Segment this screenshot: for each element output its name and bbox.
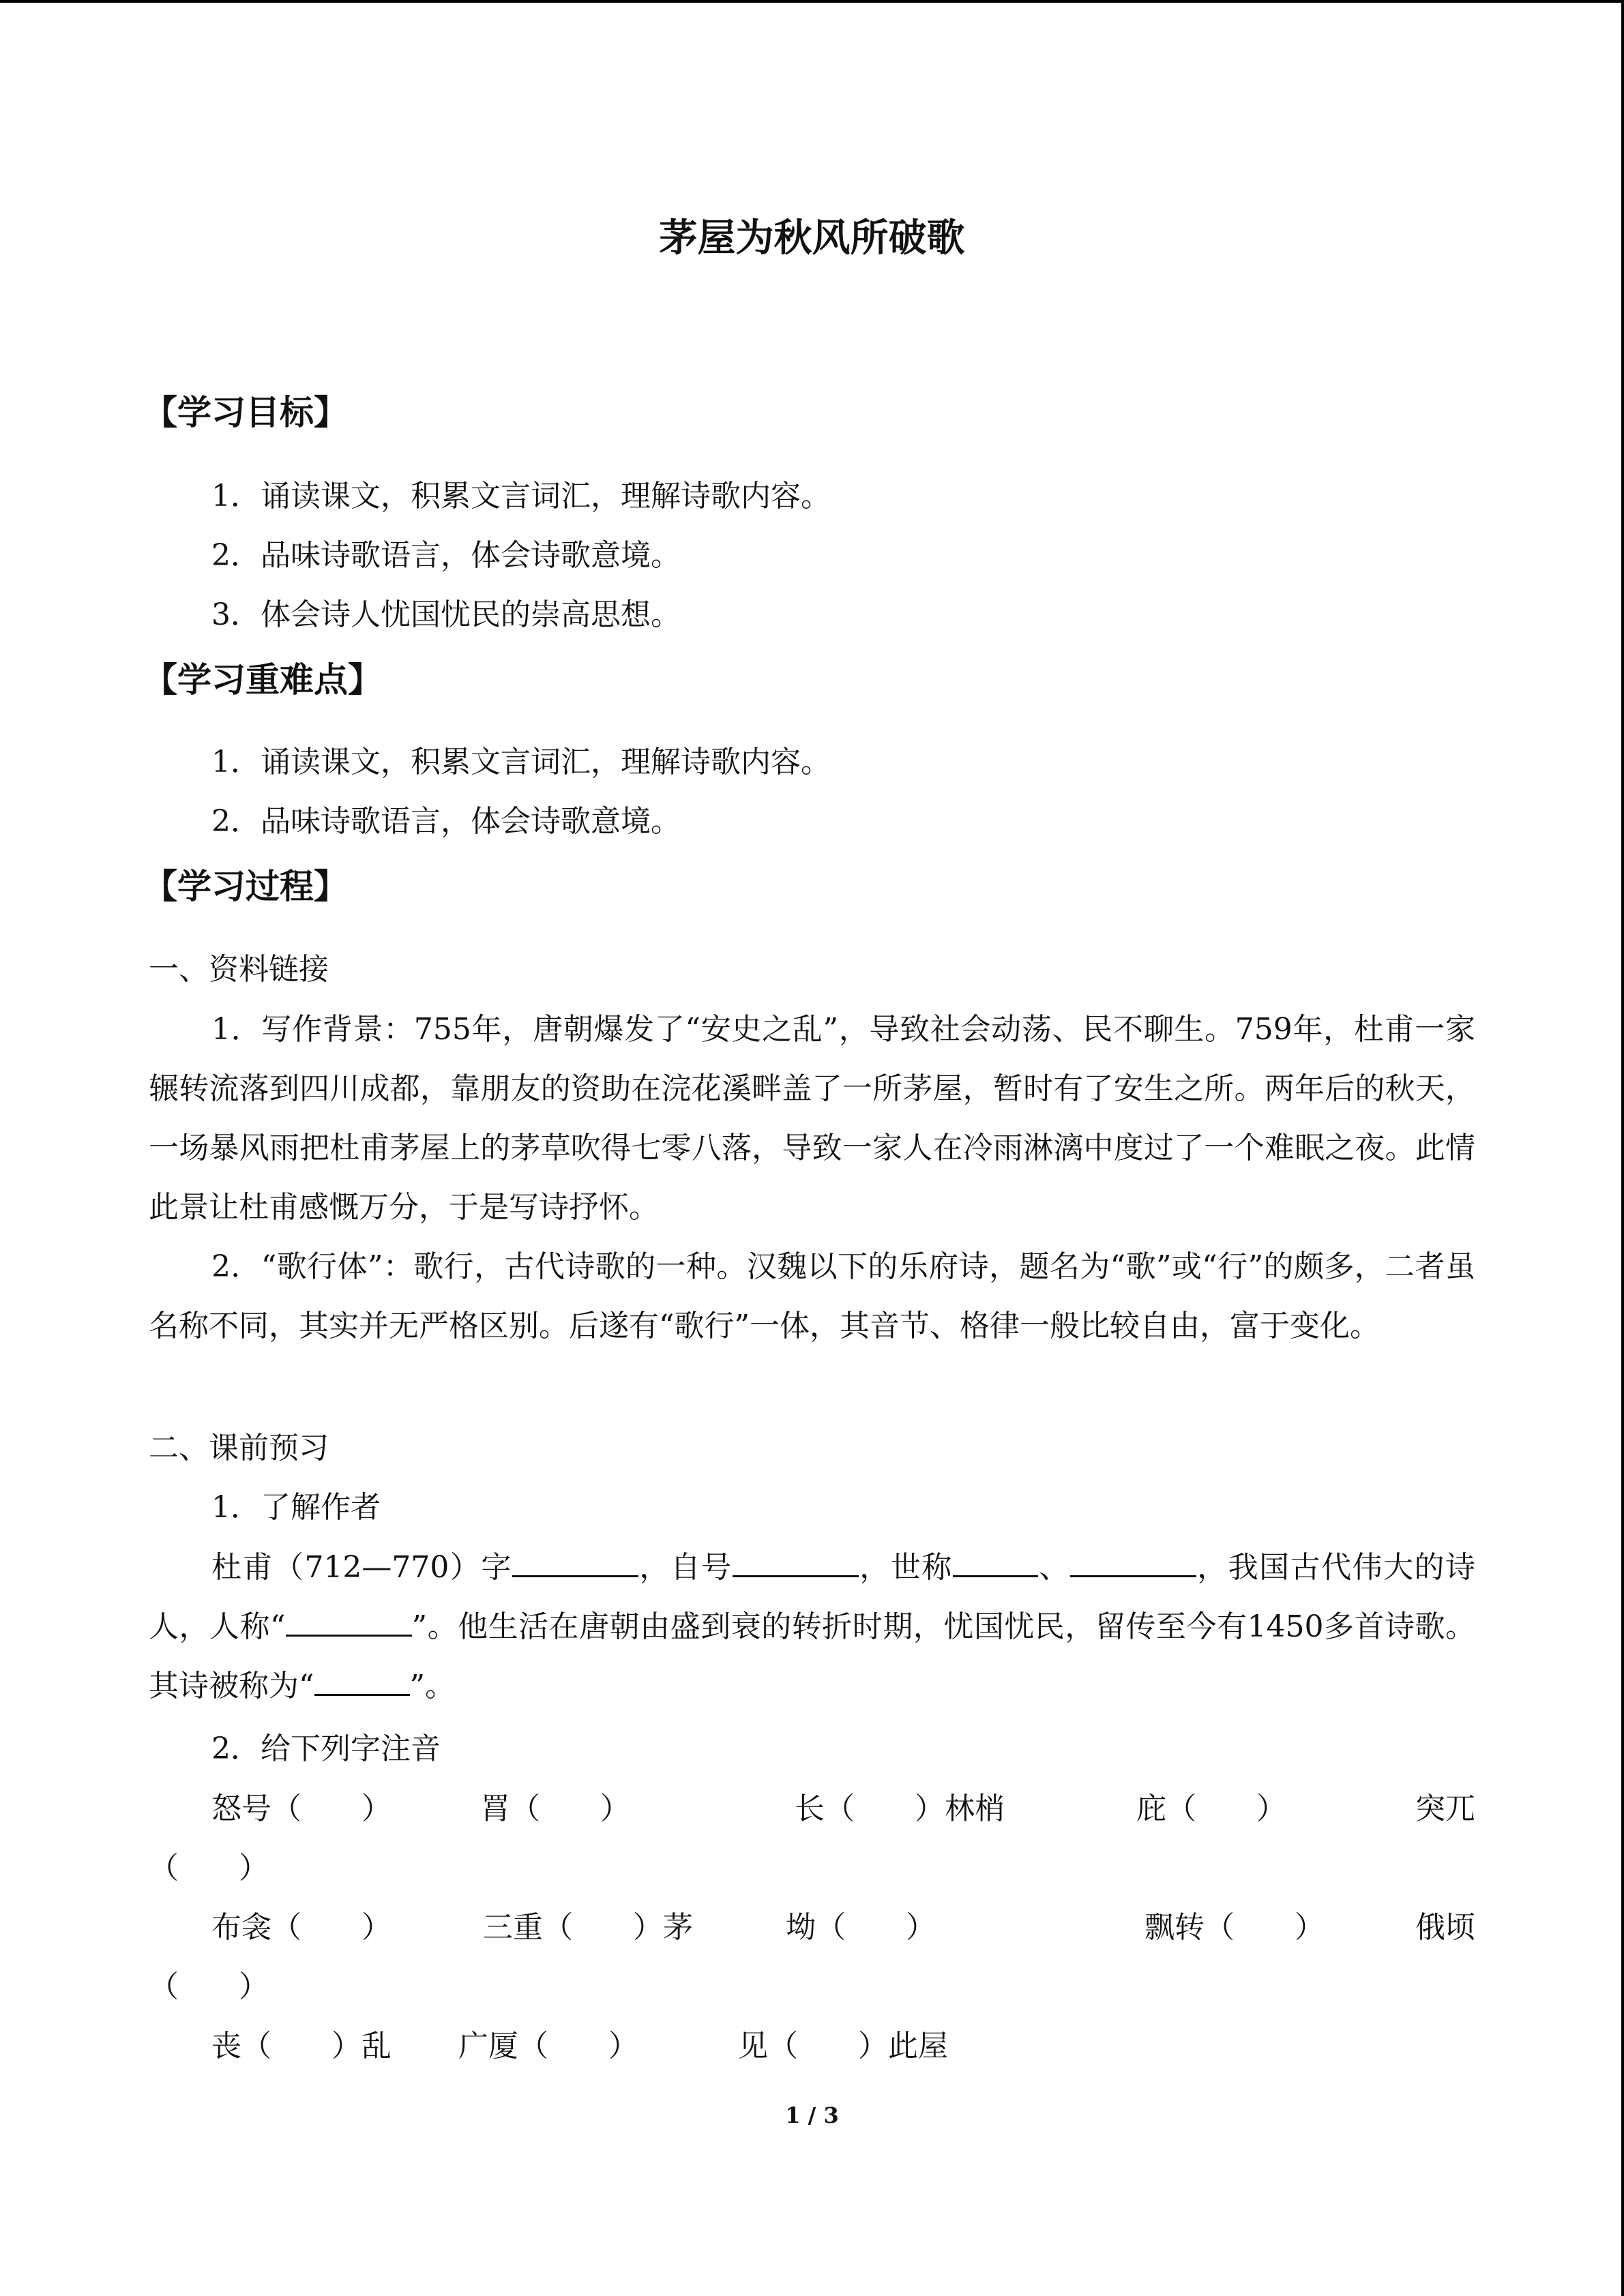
pinyin-item: 俄顷 <box>1415 1910 1475 1945</box>
author-subheading: 1．了解作者 <box>211 1490 381 1525</box>
pinyin-item: 飘转（ ） <box>1145 1910 1325 1945</box>
author-fill-paragraph: 杜甫（712—770）字 ，自号 ，世称 、 ，我国古代伟大的诗人，人称“ ”。他生活在唐朝由盛到衰的转折时期，忧国忧民，留传至今有1450多首诗歌。其诗被称为“ ”。 <box>149 1538 1475 1716</box>
goal-item: 3．体会诗人忧国忧民的崇高思想。 <box>211 597 681 632</box>
pinyin-item: 怒号（ ） <box>211 1791 392 1826</box>
page-top-border <box>0 0 1624 3</box>
pinyin-row <box>149 1779 1475 1838</box>
pinyin-item: 广厦（ ） <box>458 2029 638 2063</box>
goal-item: 2．品味诗歌语言，体会诗歌意境。 <box>211 538 681 573</box>
blank-courtesy-name[interactable] <box>512 1545 638 1577</box>
page-right-border <box>1621 0 1624 2296</box>
pinyin-item: 见（ ）此屋 <box>738 2029 948 2063</box>
background-paragraph: 1．写作背景：755年，唐朝爆发了“安史之乱”，导致社会动荡、民不聊生。759年，杜甫一家辗转流落到四川成都，靠朋友的资助在浣花溪畔盖了一所茅屋，暂时有了安生之所。两年后的秋天，一场暴风雨把杜甫茅屋上的茅草吹得七零八落，导致一家人在冷雨淋漓中度过了一个难眠之夜。此情此景让杜甫感慨万分，于是写诗抒怀。 <box>149 1012 1475 1225</box>
pinyin-item: 突兀 <box>1415 1791 1475 1826</box>
blank-poetry-title[interactable] <box>314 1664 410 1696</box>
part-title-preview: 二、课前预习 <box>149 1431 329 1465</box>
blank-style-name[interactable] <box>733 1545 859 1577</box>
gexingti-paragraph: 2．“歌行体”：歌行，古代诗歌的一种。汉魏以下的乐府诗，题名为“歌”或“行”的颇多，二者虽名称不同，其实并无严格区别。后遂有“歌行”一体，其音节、格律一般比较自由，富于变化。 <box>149 1249 1475 1343</box>
blank-known-as-1[interactable] <box>953 1545 1038 1577</box>
pinyin-item: 罥（ ） <box>480 1791 630 1826</box>
pinyin-item: 庇（ ） <box>1136 1791 1286 1826</box>
section-heading-key-points: 【学习重难点】 <box>143 660 382 700</box>
pinyin-item: 三重（ ）茅 <box>483 1910 693 1945</box>
section-heading-goals: 【学习目标】 <box>143 393 348 432</box>
pinyin-subheading: 2．给下列字注音 <box>211 1731 441 1766</box>
pinyin-row <box>149 1898 1475 1957</box>
pinyin-row-wrap <box>149 1838 1475 1898</box>
blank-known-as-2[interactable] <box>1070 1545 1196 1577</box>
pinyin-item: （ ） <box>149 1851 269 1885</box>
part-title-materials: 一、资料链接 <box>149 952 329 987</box>
pinyin-row <box>149 2016 1475 2076</box>
section-heading-process: 【学习过程】 <box>143 867 348 906</box>
pinyin-item: 长（ ）林梢 <box>795 1791 1005 1826</box>
pinyin-item: （ ） <box>149 1969 269 2004</box>
goal-item: 1．诵读课文，积累文言词汇，理解诗歌内容。 <box>211 479 831 513</box>
page-number: 1 / 3 <box>785 2102 839 2128</box>
pinyin-item: 坳（ ） <box>786 1910 936 1945</box>
page-title: 茅屋为秋风所破歌 <box>659 216 965 260</box>
key-point-item: 2．品味诗歌语言，体会诗歌意境。 <box>211 804 681 839</box>
pinyin-row-wrap <box>149 1957 1475 2016</box>
key-point-item: 1．诵读课文，积累文言词汇，理解诗歌内容。 <box>211 745 831 779</box>
pinyin-item: 布衾（ ） <box>211 1910 392 1945</box>
blank-title[interactable] <box>286 1605 412 1637</box>
pinyin-item: 丧（ ）乱 <box>211 2029 392 2063</box>
